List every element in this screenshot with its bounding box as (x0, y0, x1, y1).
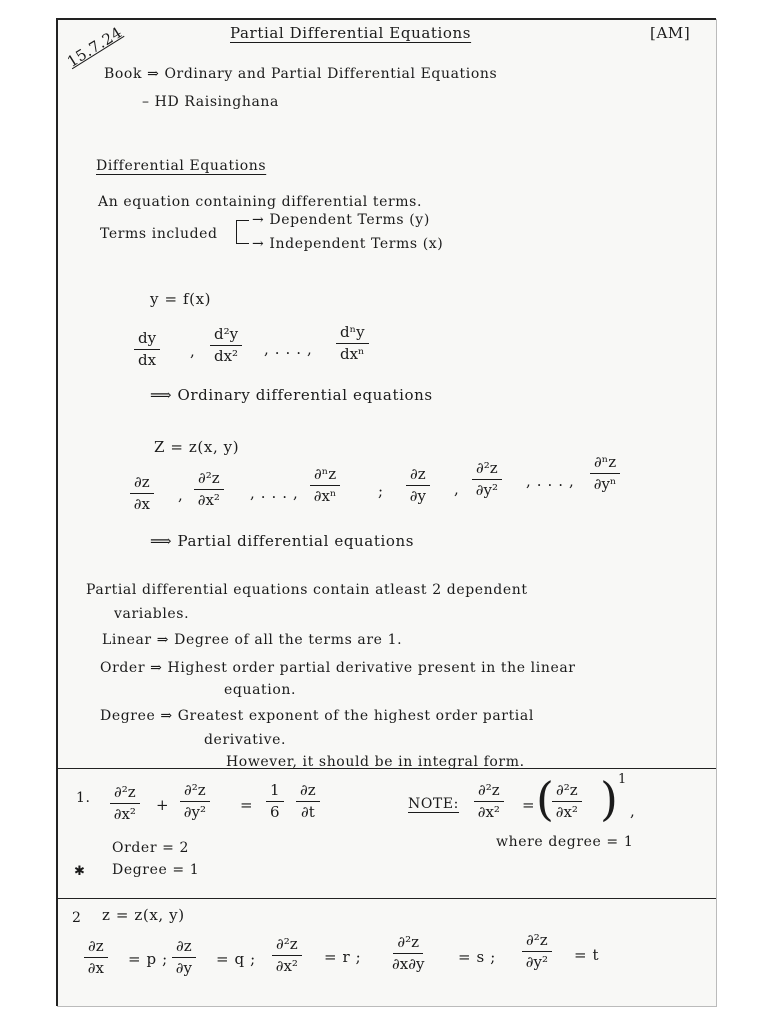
pde-dots: , . . . , (250, 484, 299, 502)
example-number: 2 (72, 910, 82, 926)
book-reference: Book ⇒ Ordinary and Partial Differential Equations (104, 66, 498, 82)
order-definition-line2: equation. (224, 682, 297, 698)
linear-definition: Linear ⇒ Degree of all the terms are 1. (102, 632, 403, 648)
arrow-icon: → (252, 212, 270, 228)
ex1-term-a: $\frac{\text{∂²z}}{\text{∂x²}}$ (110, 784, 140, 824)
pde-note-line1: Partial differential equations contain atleast 2 dependent (86, 582, 528, 598)
pde-note-line2: variables. (114, 606, 190, 622)
pde-partial-x: $\frac{\partial z}{\partial x}$ (130, 474, 154, 514)
independent-terms: → Independent Terms (x) (252, 236, 444, 252)
ex2-r-value: = r ; (324, 948, 362, 966)
page-title: Partial Differential Equations (230, 24, 472, 42)
note-lhs: $\frac{\text{∂²z}}{\text{∂x²}}$ (474, 782, 504, 822)
ex2-q-value: = q ; (216, 950, 256, 968)
definition-text: An equation containing differential terms. (98, 194, 423, 210)
terms-label: Terms included (100, 226, 218, 242)
ode-nth-derivative: dⁿy dxⁿ (336, 324, 369, 364)
ex2-p-value: = p ; (128, 950, 168, 968)
ode-second-derivative: $\frac{\text{d²y}}{\text{dx²}}$ (210, 326, 242, 366)
ex2-r: $\frac{\text{∂²z}}{\text{∂x²}}$ (272, 936, 302, 976)
book-author: – HD Raisinghana (142, 94, 279, 110)
ex1-term-d: $\frac{\partial z}{\partial t}$ (296, 782, 320, 822)
ode-result: ⟹ Ordinary differential equations (150, 386, 433, 404)
ex2-t-value: = t (574, 946, 600, 964)
pde-result: ⟹ Partial differential equations (150, 532, 415, 550)
pde-separator: ; (378, 482, 384, 500)
note-inner: $\frac{\text{∂²z}}{\text{∂x²}}$ (552, 782, 582, 822)
degree-definition-line1: Degree ⇒ Greatest exponent of the highest order partial (100, 708, 534, 724)
note-where: where degree = 1 (496, 834, 634, 850)
ex2-s: $\frac{\text{∂²z}}{\partial x\partial y}$ (392, 933, 425, 974)
ode-first-derivative: $\frac{dy}{dx}$ (134, 330, 160, 370)
note-paren-open: ( (536, 772, 554, 826)
example-number: 1. (76, 790, 91, 806)
ex1-degree: Degree = 1 (112, 862, 200, 878)
comma: , (178, 486, 184, 504)
pde-partial-x2: $\frac{\text{∂²z}}{\text{∂x²}}$ (194, 470, 224, 510)
dependent-terms: → Dependent Terms (y) (252, 212, 430, 228)
ex2-s-value: = s ; (458, 948, 496, 966)
pde-partial-xn: $\frac{\text{∂ⁿz}}{\text{∂xⁿ}}$ (310, 466, 340, 506)
pde-function: Z = z(x, y) (154, 438, 240, 456)
ex1-equals: = (240, 796, 254, 814)
ode-function: y = f(x) (150, 290, 212, 308)
pde-partial-yn: $\frac{\text{∂ⁿz}}{\text{∂yⁿ}}$ (590, 454, 620, 494)
note-paren-close: ) (600, 772, 618, 826)
pde-dots-2: , . . . , (526, 472, 575, 490)
divider (58, 768, 716, 769)
date: 15.7.24 (63, 23, 126, 71)
ex2-t: $\frac{\text{∂²z}}{\text{∂y²}}$ (522, 932, 552, 972)
comma: , (190, 342, 196, 360)
pde-partial-y2: $\frac{\text{∂²z}}{\text{∂y²}}$ (472, 460, 502, 500)
note-equals: = (522, 796, 536, 814)
ex1-order: Order = 2 (112, 840, 190, 856)
bullet-icon: ✱ (74, 864, 86, 879)
divider (58, 898, 716, 899)
ex2-function: z = z(x, y) (102, 906, 185, 924)
order-definition-line1: Order ⇒ Highest order partial derivative present in the linear (100, 660, 576, 676)
note-label: NOTE: (408, 796, 460, 812)
degree-definition-line2: derivative. (204, 732, 287, 748)
bracket-arrow (236, 220, 249, 244)
note-comma: , (630, 802, 636, 820)
page-tag: [AM] (650, 24, 691, 42)
ex1-plus: + (156, 796, 170, 814)
ex2-q: $\frac{\partial z}{\partial y}$ (172, 938, 196, 978)
ex1-term-c: $\frac{1}{6}$ (266, 782, 284, 822)
ode-dots: , . . . , (264, 340, 313, 358)
arrow-icon: → (252, 236, 270, 252)
degree-note: However, it should be in integral form. (226, 754, 525, 770)
notebook-page (56, 18, 716, 1006)
pde-partial-y: $\frac{\partial z}{\partial y}$ (406, 466, 430, 506)
comma: , (454, 480, 460, 498)
note-exponent: 1 (618, 772, 627, 787)
section-heading: Differential Equations (96, 158, 267, 174)
ex2-p: $\frac{\partial z}{\partial x}$ (84, 938, 108, 978)
ex1-term-b: $\frac{\text{∂²z}}{\text{∂y²}}$ (180, 782, 210, 822)
